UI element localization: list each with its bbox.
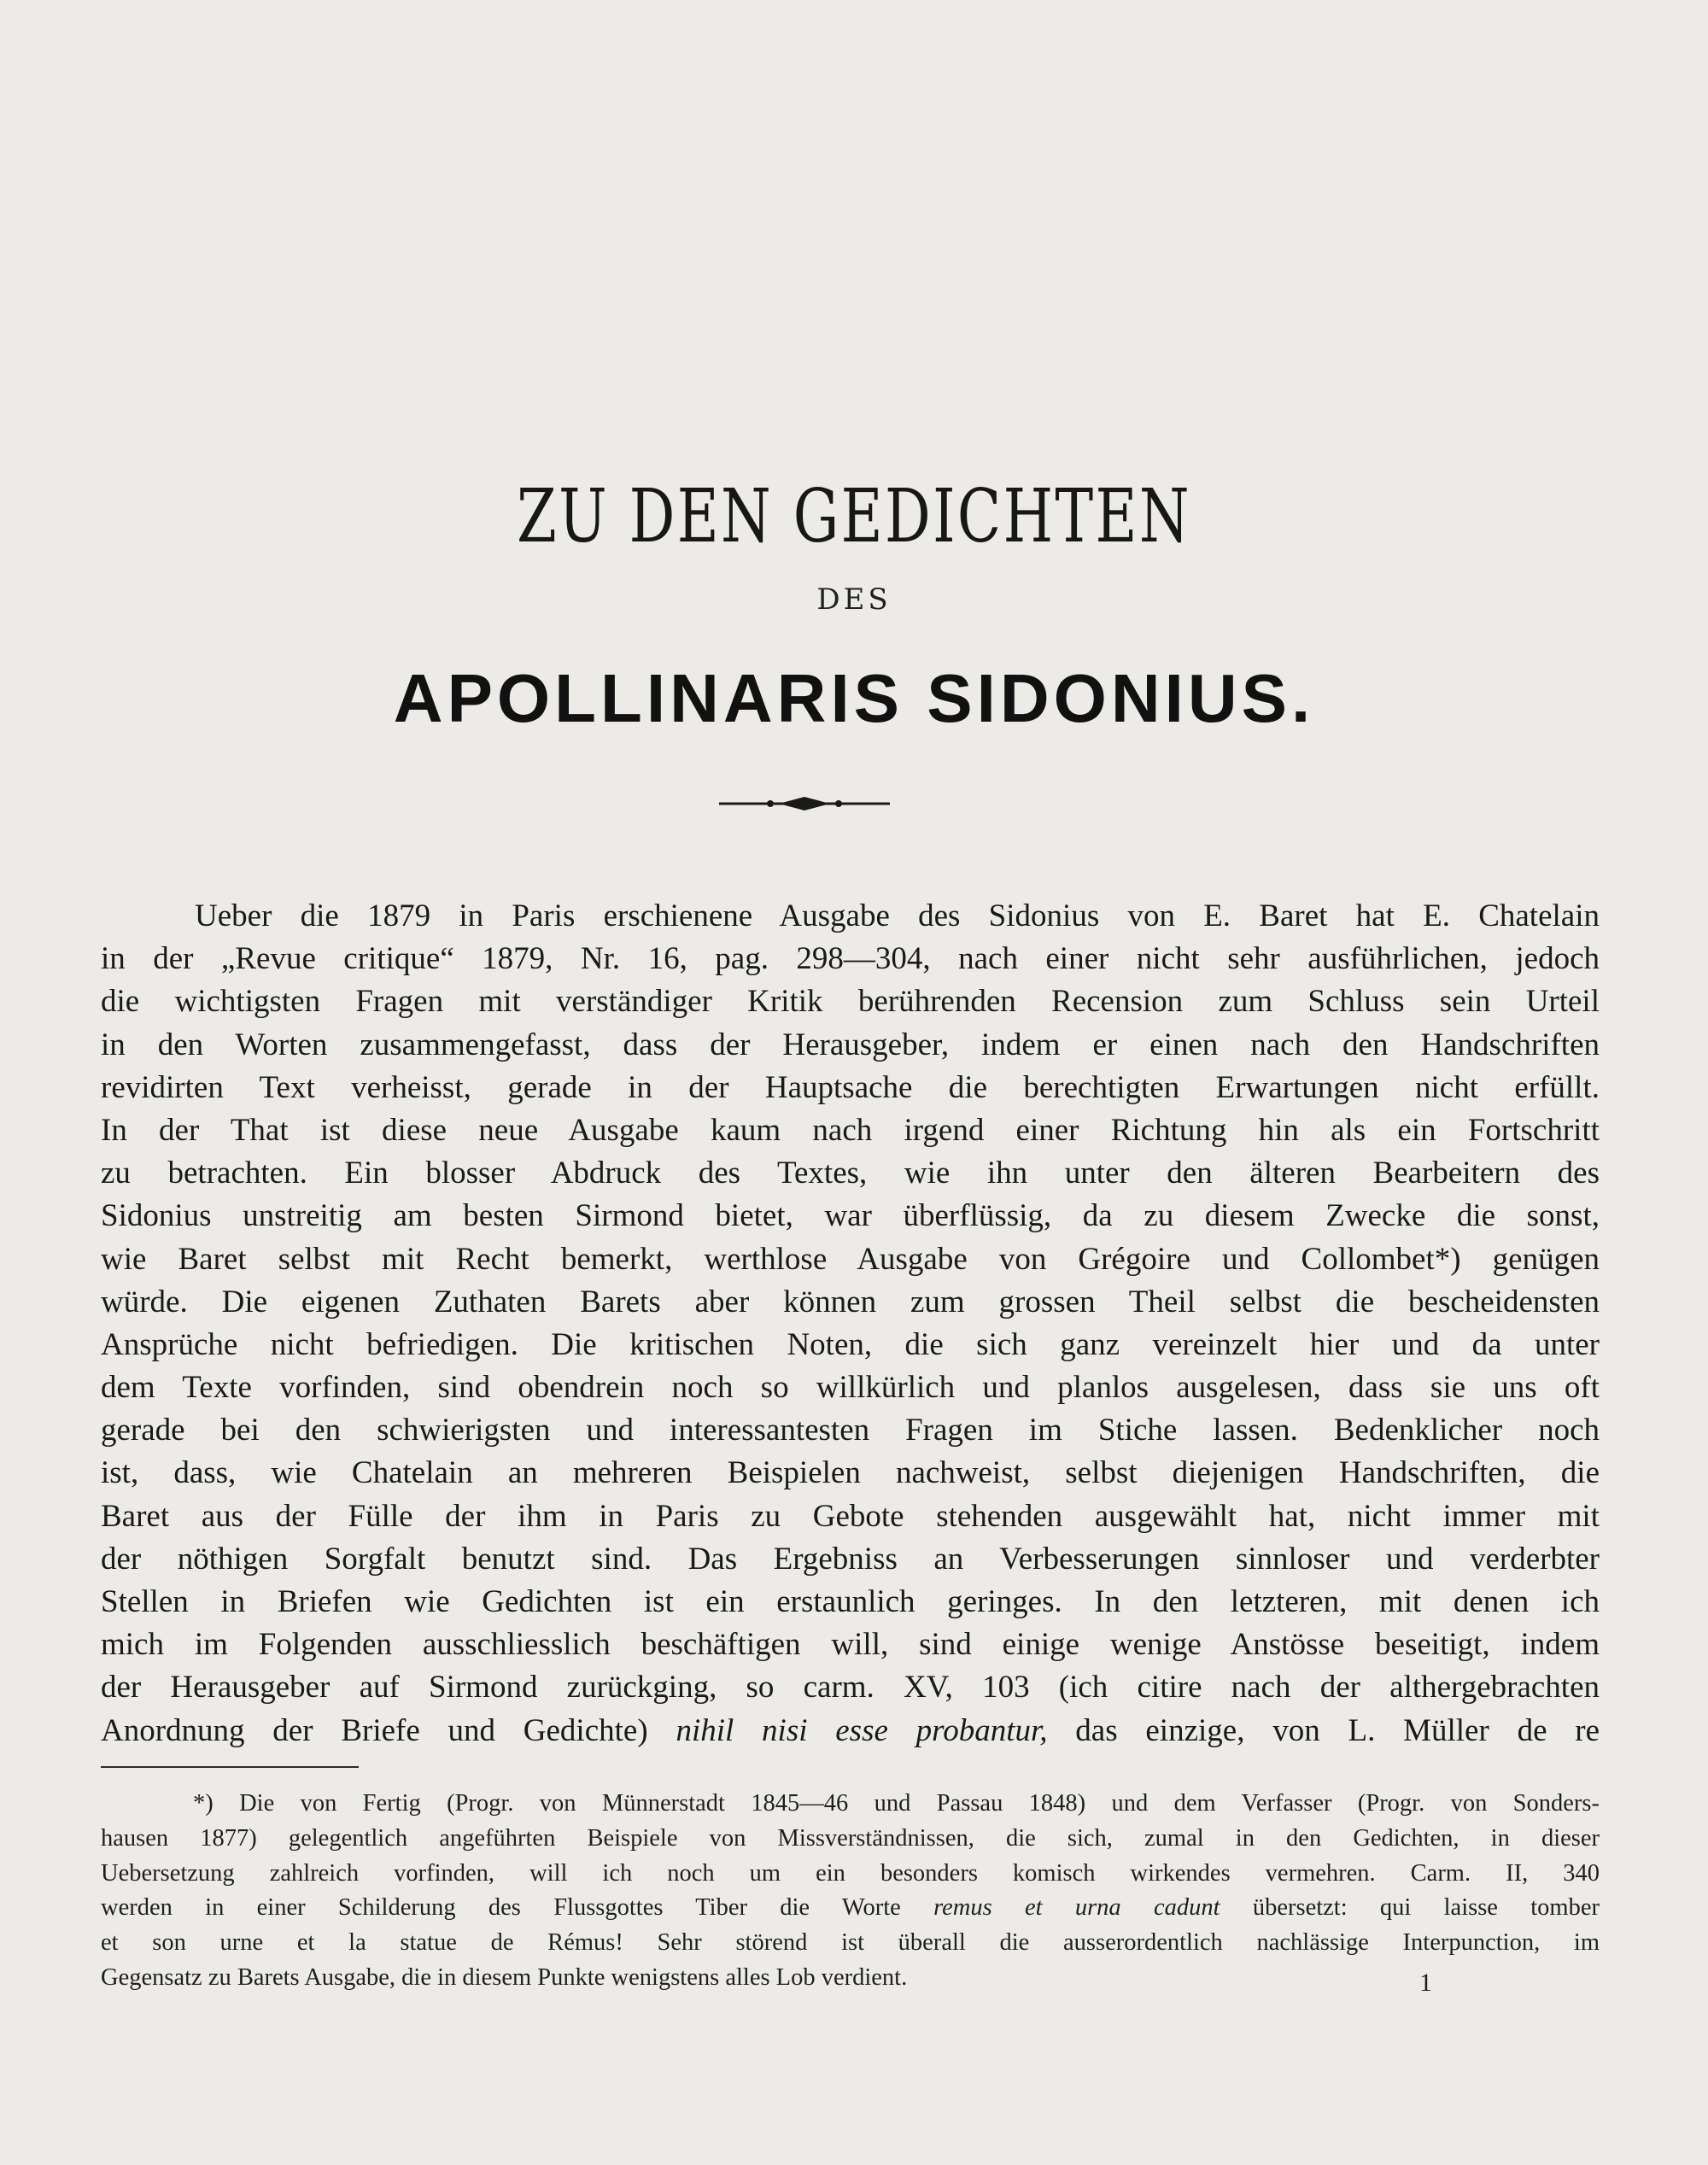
title-line-2: DES: [816, 582, 892, 617]
footnote-text-segment: werden in einer Schilderung des Flussgottes Tiber die Worte: [101, 1894, 934, 1922]
body-line: Stellen in Briefen wie Gedichten ist ein erstaunlich geringes. In den letzteren, mit denen ich: [101, 1584, 1600, 1619]
body-line: revidirten Text verheisst, gerade in der Hauptsache die berechtigten Erwartungen nicht erfüllt.: [101, 1069, 1600, 1105]
title-line-3: APOLLINARIS SIDONIUS.: [393, 660, 1315, 736]
footnote-line: Uebersetzung zahlreich vorfinden, will ich noch um ein besonders komisch wirkendes vermehren. Carm. II, 340: [101, 1859, 1600, 1887]
footnote-line: Gegensatz zu Barets Ausgabe, die in diesem Punkte wenigstens alles Lob verdient.: [101, 1963, 908, 1991]
body-line: würde. Die eigenen Zuthaten Barets aber können zum grossen Theil selbst die bescheidensten: [101, 1284, 1600, 1319]
body-text: [101, 895, 1600, 1752]
page-number: 1: [1419, 1969, 1432, 1997]
footnote-text-segment: übersetzt: qui laisse tomber: [1220, 1894, 1600, 1922]
body-line: die wichtigsten Fragen mit verständiger Kritik berührenden Recension zum Schluss sein Urteil: [101, 984, 1600, 1020]
body-text-segment: das einzige, von L. Müller de re: [1047, 1712, 1600, 1748]
body-line: Baret aus der Fülle der ihm in Paris zu Gebote stehenden ausgewählt hat, nicht immer mit: [101, 1498, 1600, 1534]
body-line: In der That ist diese neue Ausgabe kaum nach irgend einer Richtung hin als ein Fortschritt: [101, 1112, 1600, 1148]
footnote-line: hausen 1877) gelegentlich angeführten Beispiele von Missverständnissen, die sich, zumal in den Gedichten, in dieser: [101, 1824, 1600, 1852]
title-line-1: ZU DEN GEDICHTEN: [517, 474, 1191, 559]
body-line: zu betrachten. Ein blosser Abdruck des Textes, wie ihn unter den älteren Bearbeitern des: [101, 1156, 1600, 1191]
latin-quotation: nihil nisi esse probantur,: [676, 1712, 1048, 1748]
body-line: der nöthigen Sorgfalt benutzt sind. Das Ergebniss an Verbesserungen sinnloser und verderbter: [101, 1541, 1600, 1577]
footnote-line: et son urne et la statue de Rémus! Sehr störend ist überall die ausserordentlich nachlässige Interpunction, im: [101, 1929, 1600, 1957]
body-line-last: [101, 1710, 1600, 1752]
body-line: gerade bei den schwierigsten und interessantesten Fragen im Stiche lassen. Bedenklicher noch: [101, 1413, 1600, 1448]
latin-quotation: remus et urna cadunt: [933, 1894, 1220, 1922]
body-line: der Herausgeber auf Sirmond zurückging, so carm. XV, 103 (ich citire nach der althergebrachten: [101, 1670, 1600, 1706]
title-ornament-rule: [719, 794, 890, 813]
body-line: ist, dass, wie Chatelain an mehreren Beispielen nachweist, selbst diejenigen Handschriften, die: [101, 1455, 1600, 1491]
footnote: [101, 1787, 1600, 1996]
footnote-line: [101, 1891, 1600, 1926]
body-line: in der „Revue critique“ 1879, Nr. 16, pag. 298—304, nach einer nicht sehr ausführlichen, jedoch: [101, 941, 1600, 977]
footnote-line: *) Die von Fertig (Progr. von Münnerstadt 1845—46 und Passau 1848) und dem Verfasser (Progr. von Sonders-: [193, 1790, 1600, 1817]
body-line: mich im Folgenden ausschliesslich beschäftigen will, sind einige wenige Anstösse beseitigt, indem: [101, 1627, 1600, 1663]
body-text-segment: Anordnung der Briefe und Gedichte): [101, 1712, 676, 1748]
body-line: Ansprüche nicht befriedigen. Die kritischen Noten, die sich ganz vereinzelt hier und da unter: [101, 1326, 1600, 1362]
body-line: in den Worten zusammengefasst, dass der Herausgeber, indem er einen nach den Handschriften: [101, 1027, 1600, 1062]
footnote-separator: [101, 1766, 359, 1768]
body-line: Ueber die 1879 in Paris erschienene Ausgabe des Sidonius von E. Baret hat E. Chatelain: [195, 898, 1600, 933]
body-line: Sidonius unstreitig am besten Sirmond bietet, war überflüssig, da zu diesem Zwecke die sonst,: [101, 1198, 1600, 1234]
body-line: dem Texte vorfinden, sind obendrein noch so willkürlich und planlos ausgelesen, dass sie uns oft: [101, 1370, 1600, 1406]
body-line: wie Baret selbst mit Recht bemerkt, werthlose Ausgabe von Grégoire und Collombet*) genügen: [101, 1241, 1600, 1277]
